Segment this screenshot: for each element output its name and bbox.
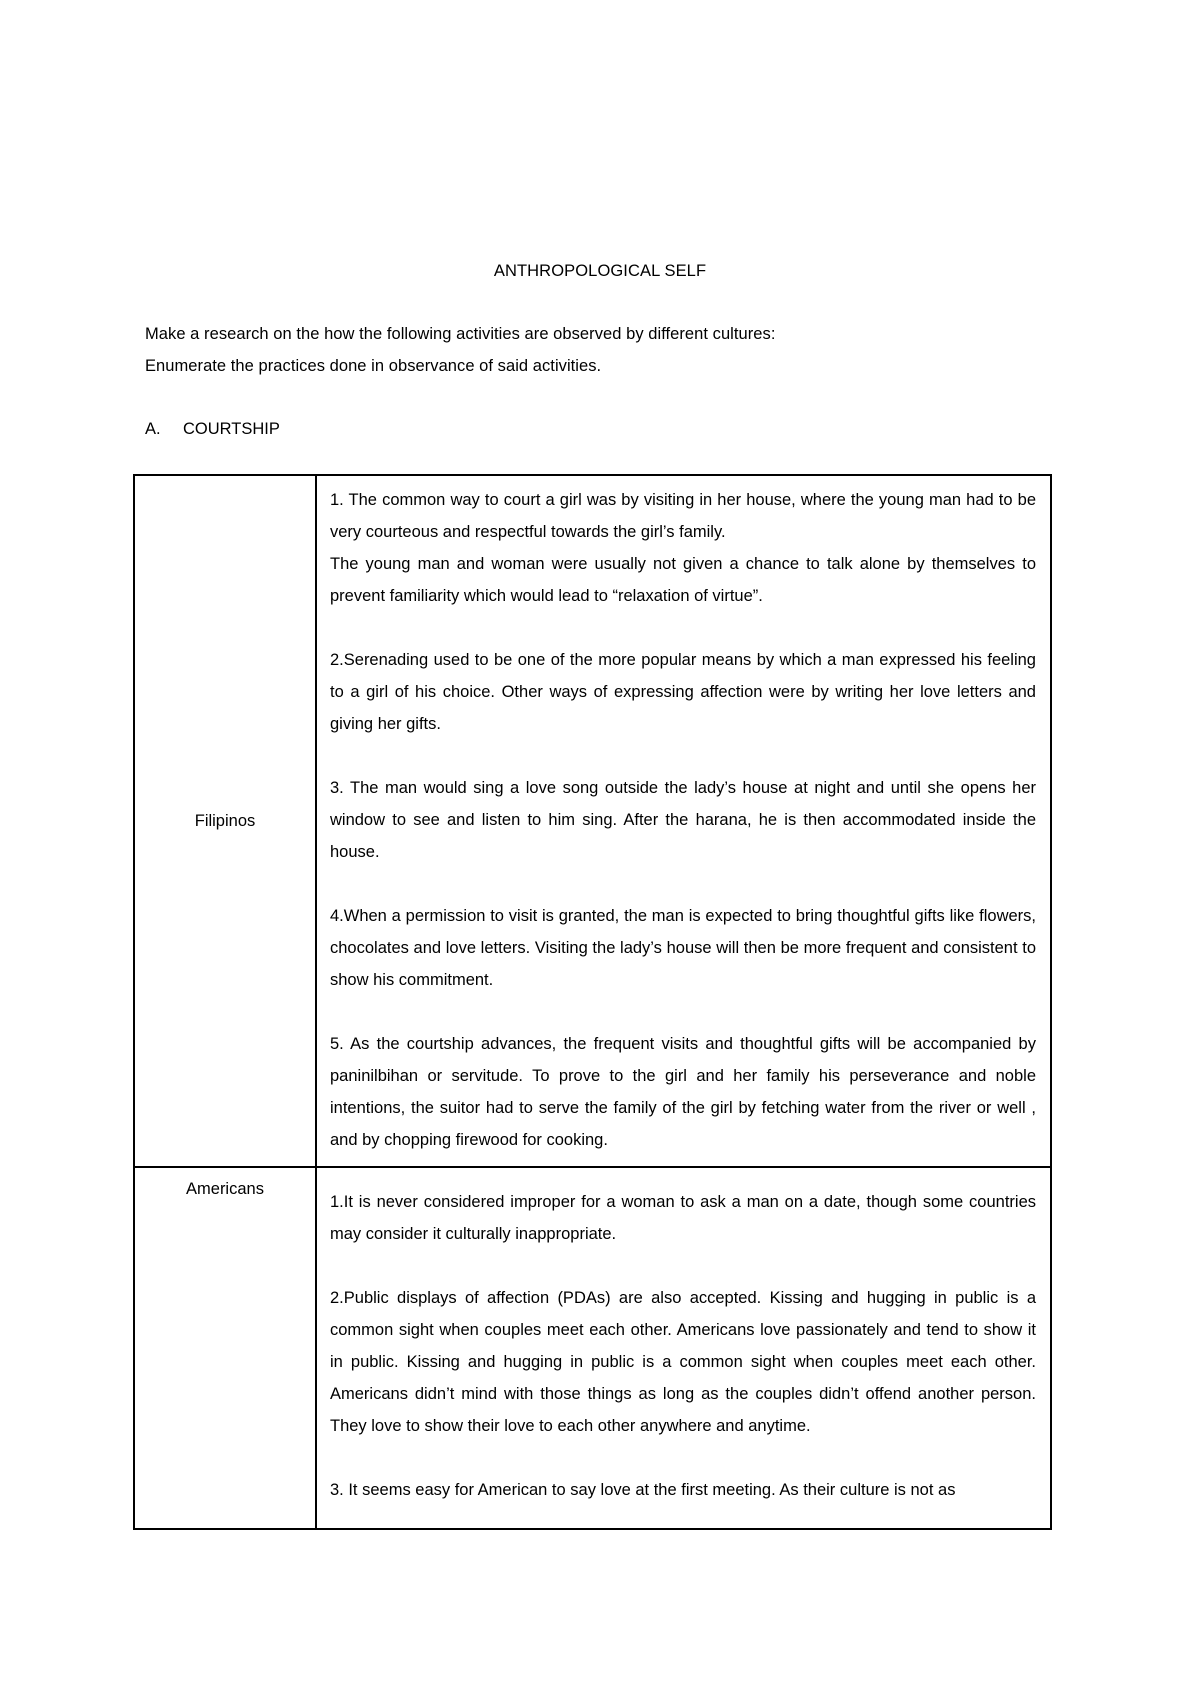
practice-paragraph: 2.Public displays of affection (PDAs) are also accepted. Kissing and hugging in public is a common sight when couples meet each other. Americans love passionately and tend to show it in public. Kissing and hugging in public is a common sight when couples meet each other. Americans didn’t mind with those things as long as the couples didn’t offend another person. They love to show their love to each other anywhere and anytime. (330, 1289, 1036, 1435)
instruction-line-2: Enumerate the practices done in observance of said activities. (145, 357, 602, 375)
practices-cell (316, 475, 1051, 1167)
practice-paragraph: 3. The man would sing a love song outside the lady’s house at night and until she opens her window to see and listen to him sing. After the harana, he is then accommodated inside the house. (330, 779, 1036, 861)
table-row-americans (134, 1167, 1051, 1529)
practice-paragraph: 1. The common way to court a girl was by visiting in her house, where the young man had to be very courteous and respectful towards the girl’s family. (330, 491, 1036, 541)
table-row-filipinos (134, 475, 1051, 1167)
document-title: ANTHROPOLOGICAL SELF (493, 262, 707, 280)
courtship-table (133, 474, 1052, 1530)
practice-paragraph: 2.Serenading used to be one of the more popular means by which a man expressed his feeling to a girl of his choice. Other ways of expressing affection were by writing her love letters and giving her gifts. (330, 651, 1036, 733)
country-cell: Americans (134, 1167, 316, 1529)
instruction-line-1: Make a research on the how the following activities are observed by different cultures: (145, 325, 776, 343)
practices-cell (316, 1167, 1051, 1529)
practice-paragraph: The young man and woman were usually not given a chance to talk alone by themselves to prevent familiarity which would lead to “relaxation of virtue”. (330, 555, 1036, 605)
section-title: COURTSHIP (183, 420, 280, 438)
section-heading (145, 420, 280, 439)
practice-paragraph: 1.It is never considered improper for a woman to ask a man on a date, though some countries may consider it culturally inappropriate. (330, 1193, 1036, 1243)
practice-paragraph: 3. It seems easy for American to say love at the first meeting. As their culture is not as (330, 1481, 956, 1499)
practice-paragraph: 5. As the courtship advances, the frequent visits and thoughtful gifts will be accompanied by paninilbihan or servitude. To prove to the girl and her family his perseverance and noble intentions, the suitor had to serve the family of the girl by fetching water from the river or well , and by chopping firewood for cooking. (330, 1035, 1036, 1149)
section-letter: A. (145, 420, 161, 438)
country-cell: Filipinos (134, 475, 316, 1167)
practice-paragraph: 4.When a permission to visit is granted, the man is expected to bring thoughtful gifts like flowers, chocolates and love letters. Visiting the lady’s house will then be more frequent and consistent to show his commitment. (330, 907, 1036, 989)
